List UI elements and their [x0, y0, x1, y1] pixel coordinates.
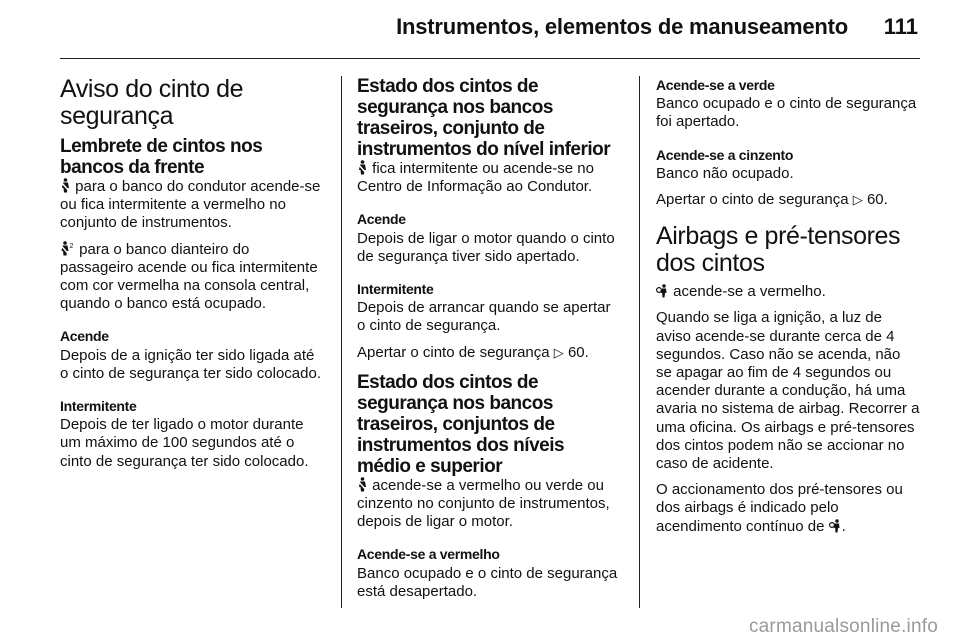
airbag-icon: [829, 519, 842, 533]
paragraph: O accionamento dos pré-tensores ou dos airbags é indicado pelo acendimento contínuo de .: [656, 481, 903, 535]
seatbelt-person-icon: [357, 477, 368, 492]
paragraph: para o banco do condutor acende-se ou fica intermitente a vermelho no conjunto de instrumentos.: [60, 178, 321, 232]
seatbelt-person-icon: [60, 178, 71, 193]
seatbelt-person-icon: [357, 160, 368, 175]
watermark: carmanualsonline.info: [748, 616, 938, 637]
page-reference-arrow-icon: ▷: [852, 192, 863, 208]
section-heading: Aviso do cinto de segurança: [60, 75, 244, 130]
term: Acende Depois de a ignição ter sido ligada até o cinto de segurança ter sido colocado.: [60, 328, 321, 382]
term: Acende Depois de ligar o motor quando o cinto de segurança tiver sido apertado.: [357, 211, 615, 265]
svg-text:2: 2: [69, 242, 74, 250]
term: Intermitente Depois de ter ligado o motor durante um máximo de 100 segundos até o cinto de segurança ter sido colocado.: [60, 398, 309, 470]
page-reference-arrow-icon: ▷: [553, 344, 564, 360]
term: Acende-se a vermelho Banco ocupado e o cinto de segurança está desapertado.: [357, 546, 618, 600]
column-2: [357, 76, 621, 609]
airbag-icon: [656, 284, 669, 298]
page-reference: Apertar o cinto de segurança ▷ 60.: [357, 343, 589, 361]
paragraph: acende-se a vermelho.: [656, 283, 920, 301]
subsection-heading: Estado dos cintos de segurança nos bancos traseiros, conjuntos de instrumentos dos níveis médio e superior: [357, 371, 565, 477]
column-divider: [639, 76, 640, 608]
paragraph: Quando se liga a ignição, a luz de aviso acende-se durante cerca de 4 segundos. Caso não se acenda, não se apagar ao fim de 4 segundos ou acender durante a condução, há uma avaria no sistema de airbag. Recorrer a uma oficina. Os airbags e pré-tensores dos cintos podem não se accionar no caso de acidente.: [656, 309, 920, 473]
header-title: Instrumentos, elementos de manuseamento: [396, 14, 848, 39]
column-1: [60, 76, 324, 479]
term: Acende-se a verde Banco ocupado e o cinto de segurança foi apertado.: [656, 77, 917, 131]
paragraph: fica intermitente ou acende-se no Centro de Informação ao Condutor.: [357, 160, 594, 196]
page-number: 111: [883, 14, 918, 39]
page-reference: Apertar o cinto de segurança ▷ 60.: [656, 191, 888, 209]
section-heading: Airbags e pré-tensores dos cintos: [656, 222, 901, 278]
subsection-heading: Estado dos cintos de segurança nos bancos traseiros, conjunto de instrumentos do nível inferior: [357, 76, 611, 160]
column-3: [656, 76, 920, 544]
term: Intermitente Depois de arrancar quando se apertar o cinto de segurança.: [357, 281, 611, 335]
column-divider: [341, 76, 342, 608]
seatbelt-passenger-icon: [60, 241, 75, 256]
paragraph: 2 para o banco dianteiro do passageiro acende ou fica intermitente com cor vermelha na consola central, quando o banco está ocupado.: [60, 240, 318, 313]
page-header: [60, 0, 920, 59]
subsection-heading: Lembrete de cintos nos bancos da frente: [60, 136, 263, 178]
term: Acende-se a cinzento Banco não ocupado.: [656, 146, 794, 182]
paragraph: acende-se a vermelho ou verde ou cinzento no conjunto de instrumentos, depois de ligar o motor.: [357, 476, 610, 531]
